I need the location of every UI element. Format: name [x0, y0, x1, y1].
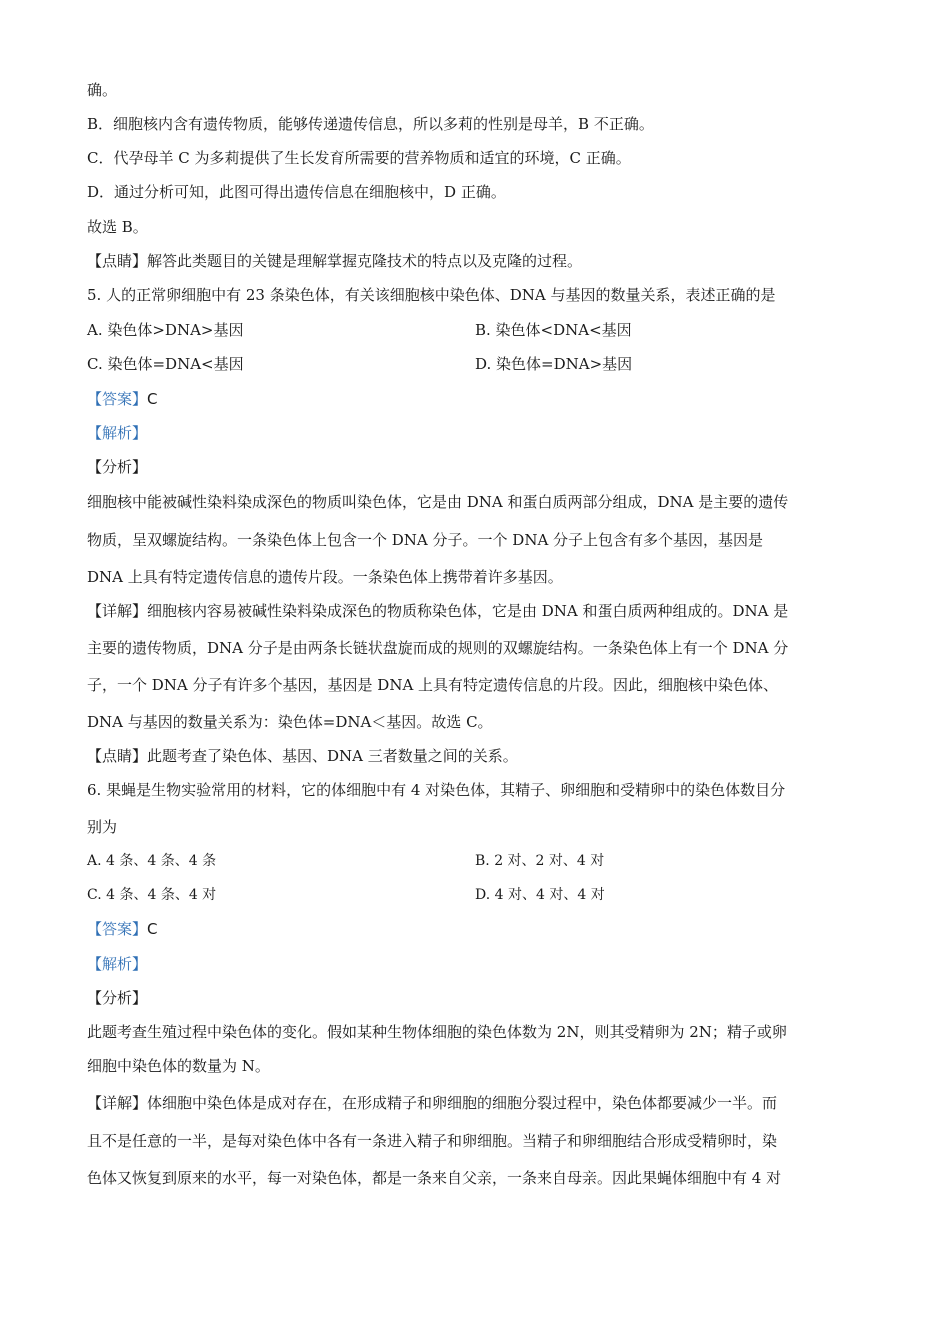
- answer-tag: 【答案】: [87, 920, 148, 938]
- q6-detail-line: 色体又恢复到原来的水平，每一对染色体，都是一条来自父亲，一条来自母亲。因此果蝇体细胞中有 4 对: [87, 1169, 782, 1187]
- question-5-stem: 5. 人的正常卵细胞中有 23 条染色体，有关该细胞核中染色体、DNA 与基因的数量关系，表述正确的是: [87, 286, 776, 304]
- q5-option-a: A. 染色体>DNA>基因: [87, 321, 244, 339]
- q6-option-a: A. 4 条、4 条、4 条: [87, 853, 217, 869]
- q6-option-d: D. 4 对、4 对、4 对: [475, 887, 605, 903]
- q5-analysis-tag: 【解析】: [87, 424, 148, 442]
- q5-dianjing: 【点睛】此题考查了染色体、基因、DNA 三者数量之间的关系。: [87, 747, 518, 765]
- answer-value: C: [147, 920, 158, 938]
- q6-answer: [87, 917, 877, 941]
- q5-answer: [87, 387, 877, 411]
- q6-option-c: C. 4 条、4 条、4 对: [87, 887, 217, 903]
- question-6-stem-cont: 别为: [87, 818, 118, 836]
- dianjing-note: 【点睛】解答此类题目的关键是理解掌握克隆技术的特点以及克隆的过程。: [87, 252, 583, 270]
- option-b-explanation: B．细胞核内含有遗传物质，能够传递遗传信息，所以多莉的性别是母羊，B 不正确。: [87, 115, 654, 133]
- text-line: 确。: [87, 81, 118, 99]
- q5-fenxi-line: 物质，呈双螺旋结构。一条染色体上包含一个 DNA 分子。一个 DNA 分子上包含有多个基因，基因是: [87, 531, 764, 549]
- option-d-explanation: D．通过分析可知，此图可得出遗传信息在细胞核中，D 正确。: [87, 183, 506, 201]
- answer-value: C: [147, 390, 158, 408]
- q6-fenxi-heading: 【分析】: [87, 989, 148, 1007]
- q5-fenxi-line: DNA 上具有特定遗传信息的遗传片段。一条染色体上携带着许多基因。: [87, 568, 563, 586]
- q5-option-c: C. 染色体=DNA<基因: [87, 355, 244, 373]
- q6-fenxi-line: 此题考查生殖过程中染色体的变化。假如某种生物体细胞的染色体数为 2N，则其受精卵为 2N；精子或卵: [87, 1023, 787, 1041]
- q5-option-d: D. 染色体=DNA>基因: [475, 355, 633, 373]
- option-c-explanation: C．代孕母羊 C 为多莉提供了生长发育所需要的营养物质和适宜的环境，C 正确。: [87, 149, 631, 167]
- q5-detail-line: 主要的遗传物质，DNA 分子是由两条长链状盘旋而成的规则的双螺旋结构。一条染色体上有一个 DNA 分: [87, 639, 789, 657]
- q6-analysis-tag: 【解析】: [87, 955, 148, 973]
- q5-detail-line: DNA 与基因的数量关系为：染色体=DNA＜基因。故选 C。: [87, 713, 493, 731]
- q6-detail-line: 【详解】体细胞中染色体是成对存在，在形成精子和卵细胞的细胞分裂过程中，染色体都要减少一半。而: [87, 1094, 778, 1112]
- answer-tag: 【答案】: [87, 390, 148, 408]
- q6-detail-line: 且不是任意的一半，是每对染色体中各有一条进入精子和卵细胞。当精子和卵细胞结合形成受精卵时，染: [87, 1132, 778, 1150]
- q5-detail-line: 子，一个 DNA 分子有许多个基因，基因是 DNA 上具有特定遗传信息的片段。因此，细胞核中染色体、: [87, 676, 779, 694]
- choice-statement: 故选 B。: [87, 218, 148, 236]
- q5-fenxi-line: 细胞核中能被碱性染料染成深色的物质叫染色体，它是由 DNA 和蛋白质两部分组成，DNA 是主要的遗传: [87, 493, 789, 511]
- q5-option-b: B. 染色体<DNA<基因: [475, 321, 632, 339]
- question-6-stem: 6. 果蝇是生物实验常用的材料，它的体细胞中有 4 对染色体，其精子、卵细胞和受精卵中的染色体数目分: [87, 781, 786, 799]
- q6-option-b: B. 2 对、2 对、4 对: [475, 853, 605, 869]
- q6-fenxi-line: 细胞中染色体的数量为 N。: [87, 1057, 270, 1075]
- q5-detail-line: 【详解】细胞核内容易被碱性染料染成深色的物质称染色体，它是由 DNA 和蛋白质两种组成的。DNA 是: [87, 602, 789, 620]
- q5-fenxi-heading: 【分析】: [87, 458, 148, 476]
